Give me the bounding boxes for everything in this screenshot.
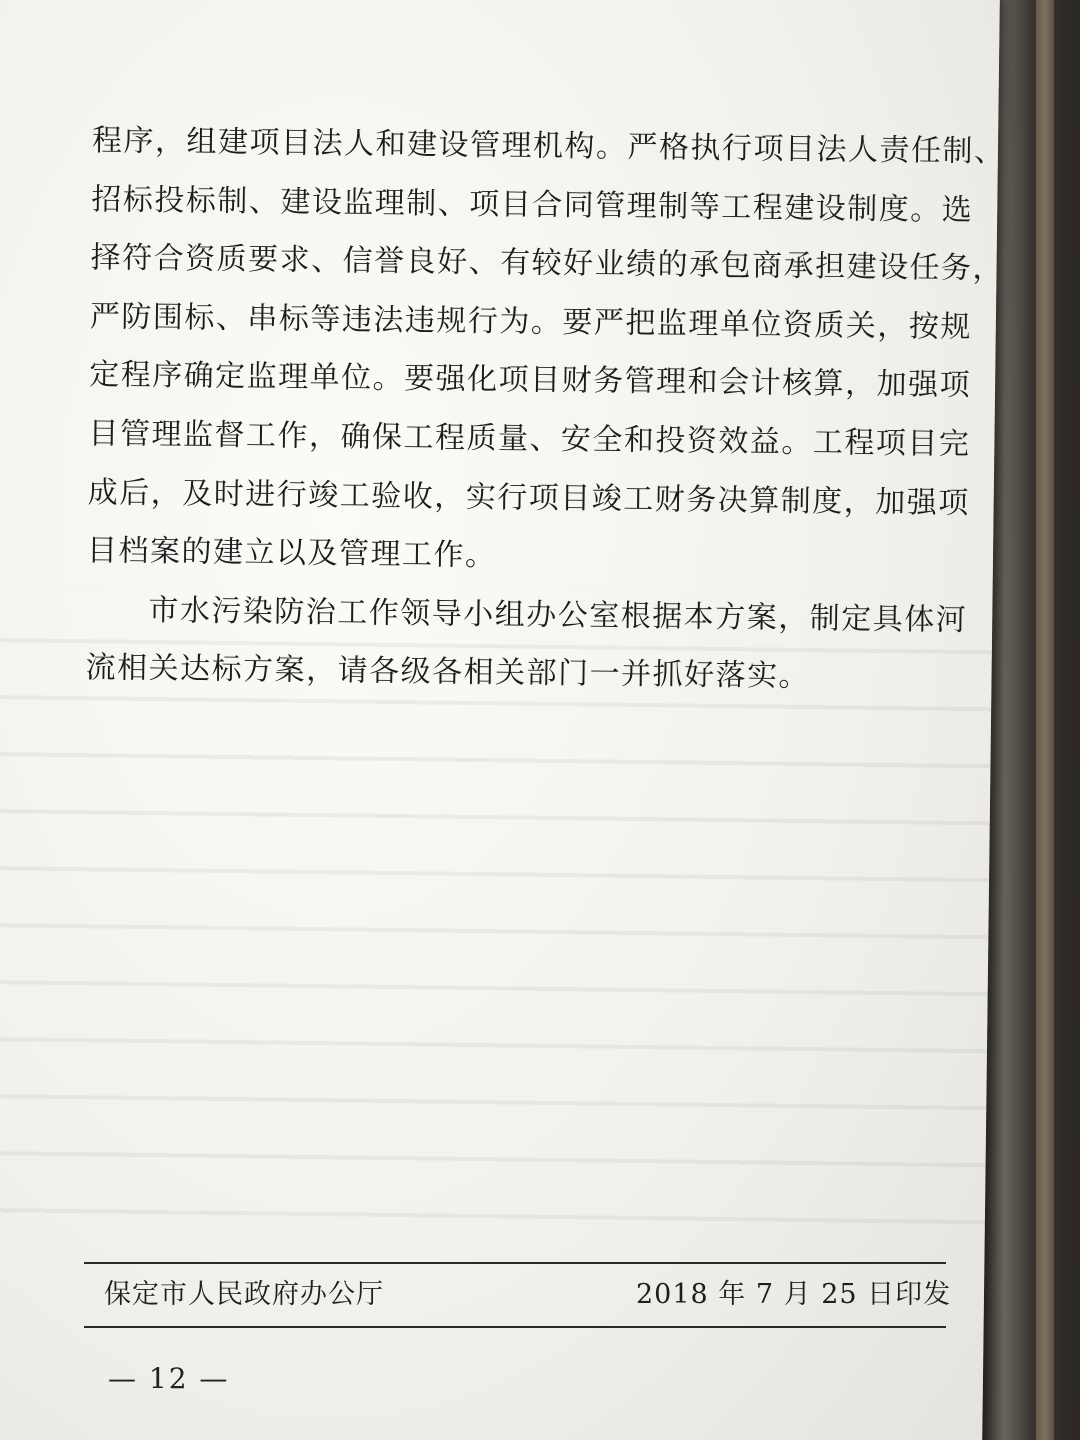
page-number: — 12 — (108, 1362, 230, 1395)
footer-issuer: 保定市人民政府办公厅 (104, 1279, 384, 1310)
paragraph-start-line: 市水污染防治工作领导小组办公室根据本方案，制定具体河 (148, 592, 968, 638)
body-text (85, 121, 1006, 717)
text-line: 招标投标制、建设监理制、项目合同管理制等工程建设制度。选 (91, 181, 974, 228)
text-line: 流相关达标方案，请各级各相关部门一并抓好落实。 (85, 650, 811, 695)
text-line: 目管理监督工作，确保工程质量、安全和投资效益。工程项目完 (88, 416, 971, 462)
footer-top-rule (84, 1262, 946, 1264)
binder-edge (1036, 0, 1054, 1440)
footer-print-date: 2018 年 7 月 25 日印发 (636, 1279, 952, 1310)
text-line: 目档案的建立以及管理工作。 (86, 533, 497, 574)
text-line: 定程序确定监理单位。要强化项目财务管理和会计核算，加强项 (88, 357, 972, 404)
text-line: 成后，及时进行竣工验收，实行项目竣工财务决算制度，加强项 (87, 474, 970, 521)
text-line: 程序，组建项目法人和建设管理机构。严格执行项目法人责任制、 (91, 123, 1006, 170)
text-line: 严防围标、串标等违法违规行为。要严把监理单位资质关，按规 (89, 299, 973, 345)
footer-bottom-rule (84, 1326, 946, 1328)
text-line: 择符合资质要求、信誉良好、有较好业绩的承包商承担建设任务， (90, 240, 1005, 287)
